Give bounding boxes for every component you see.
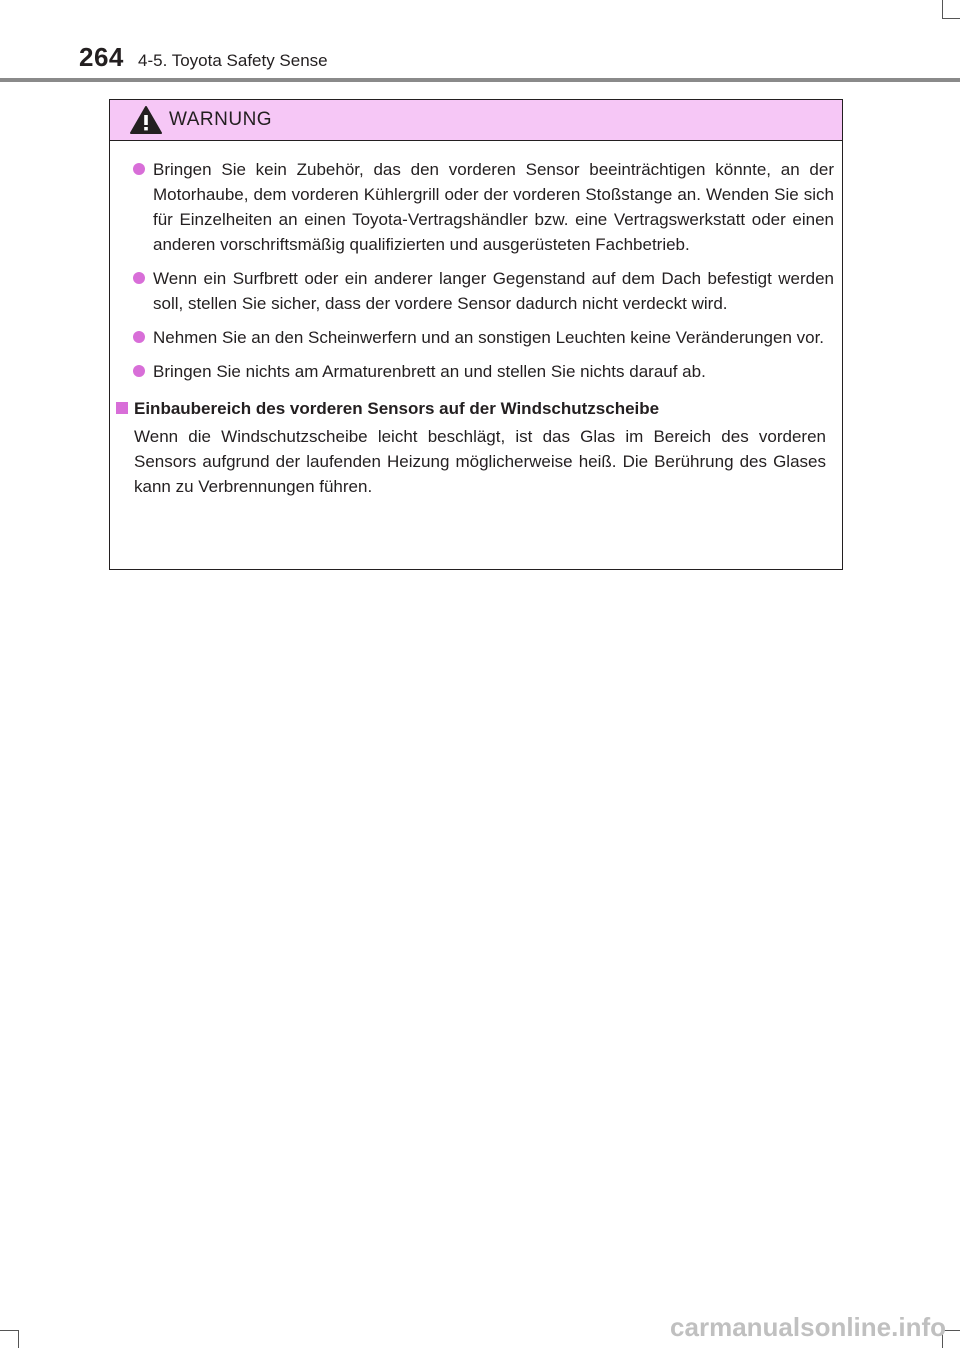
- warning-bullet-item: [116, 157, 836, 257]
- bullet-dot-icon: [133, 163, 145, 175]
- bullet-text: Nehmen Sie an den Scheinwerfern und an sonstigen Leuchten keine Veränderungen vor.: [153, 328, 825, 347]
- bullet-dot-icon: [133, 331, 145, 343]
- bullet-dot-icon: [133, 365, 145, 377]
- warning-bullet-item: [116, 325, 836, 350]
- subsection-text: Wenn die Windschutzscheibe leicht beschlägt, ist das Glas im Bereich des vorderen Sensors aufgrund der laufenden Heizung möglicherweise heiß. Die Berührung des Glases kann zu Verbrennungen führen.: [134, 427, 826, 496]
- header-rule: [0, 78, 960, 82]
- square-bullet-icon: [116, 402, 128, 414]
- subsection-heading: [116, 396, 836, 421]
- bullet-text: Bringen Sie kein Zubehör, das den vorderen Sensor beeinträchtigen könnte, an der Motorhaube, dem vorderen Kühlergrill oder der vorderen Stoßstange an. Wenden Sie sich für Einzelheiten an einen Toyota-Vertragshändler bzw. eine Vertragswerkstatt oder einen anderen vorschriftsmäßig qualifizierten und ausgerüsteten Fachbetrieb.: [153, 160, 834, 254]
- crop-mark: [942, 0, 943, 18]
- crop-mark: [0, 1330, 18, 1331]
- warning-box: [109, 99, 843, 570]
- warning-bullet-item: [116, 266, 836, 316]
- watermark: carmanualsonline.info: [670, 1312, 946, 1342]
- warning-title: WARNUNG: [169, 109, 273, 130]
- crop-mark: [18, 1330, 19, 1348]
- bullet-text: Wenn ein Surfbrett oder ein anderer langer Gegenstand auf dem Dach befestigt werden soll, stellen Sie sicher, dass der vordere Sensor dadurch nicht verdeckt wird.: [153, 269, 834, 313]
- bullet-text: Bringen Sie nichts am Armaturenbrett an und stellen Sie nichts darauf ab.: [153, 362, 706, 381]
- subsection-heading-text: Einbaubereich des vorderen Sensors auf der Windschutzscheibe: [134, 399, 660, 418]
- warning-header: [110, 100, 842, 141]
- section-title: 4-5. Toyota Safety Sense: [138, 51, 328, 70]
- warning-triangle-icon: [129, 105, 163, 135]
- warning-body: [110, 141, 842, 499]
- page-number: 264: [79, 42, 124, 72]
- crop-mark: [942, 18, 960, 19]
- warning-bullet-item: [116, 359, 836, 384]
- bullet-dot-icon: [133, 272, 145, 284]
